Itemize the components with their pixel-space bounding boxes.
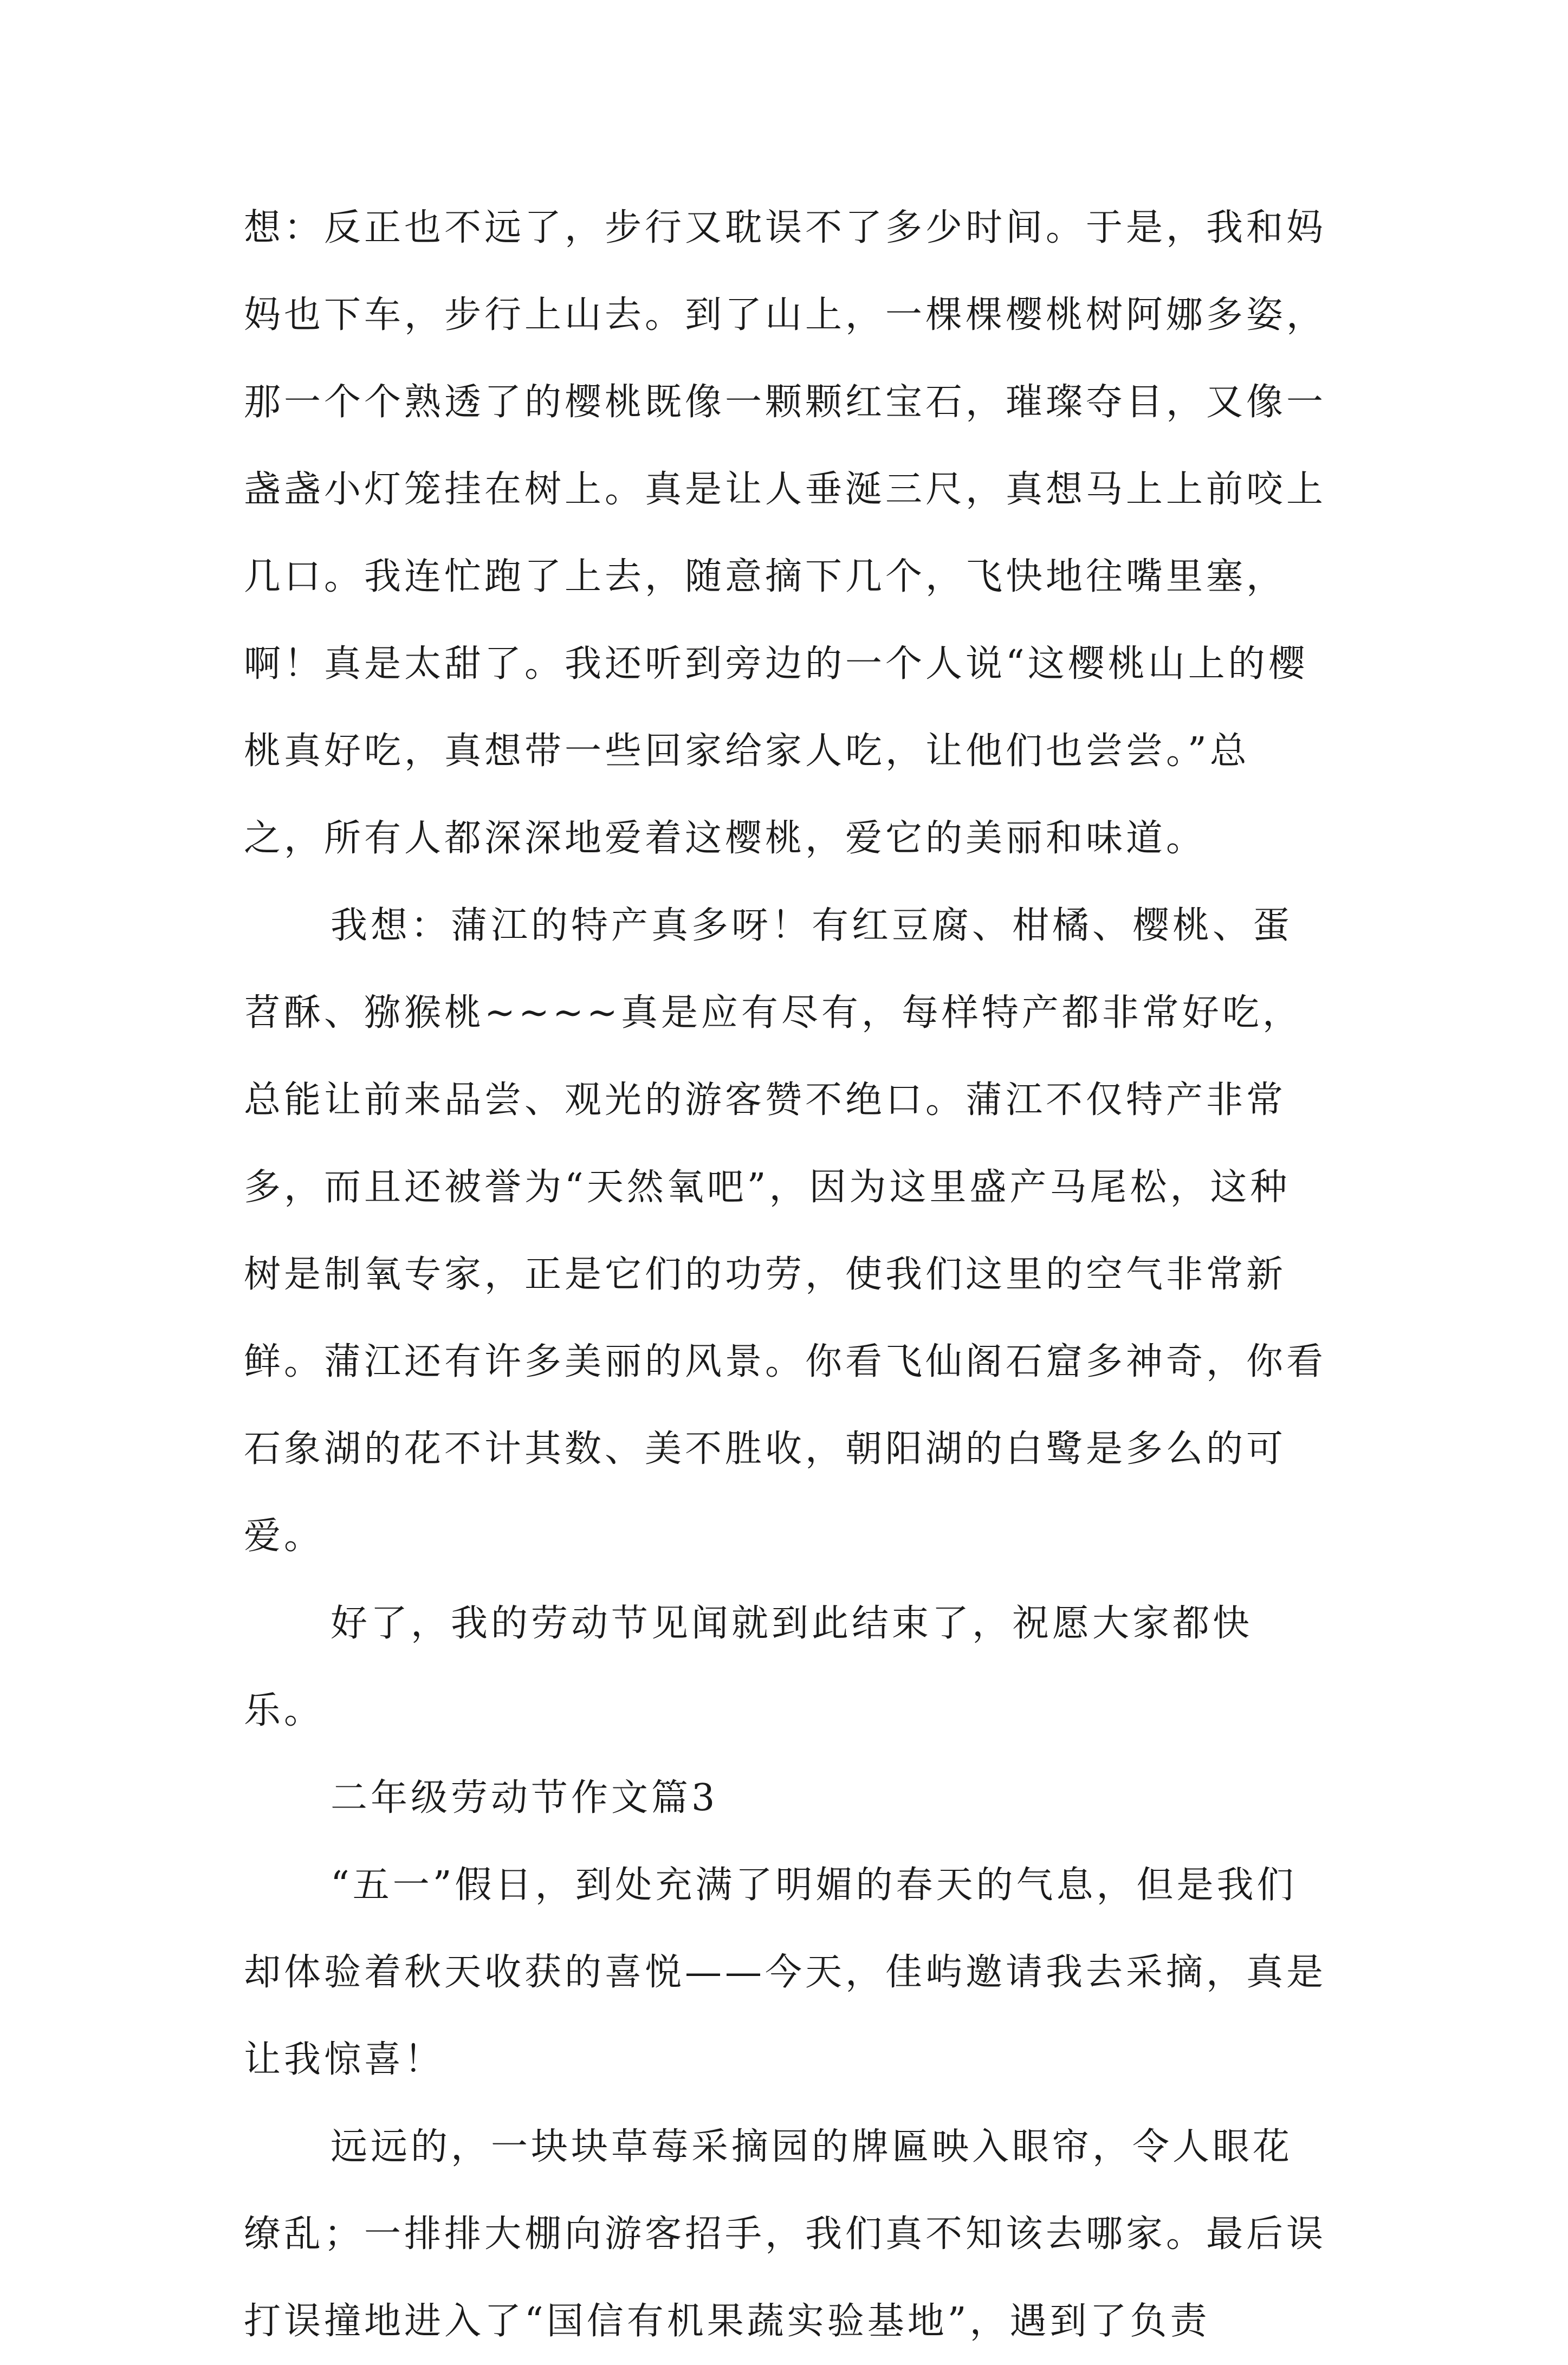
document-body [244,184,1327,2365]
paragraph-pujiang-specialties: 我想：蒲江的特产真多呀！有红豆腐、柑橘、樱桃、蛋苕酥、猕猴桃~~~~真是应有尽有，每样特产都非常好吃，总能让前来品尝、观光的游客赞不绝口。蒲江不仅特产非常多，而且还被誉为“天然氧吧”，因为这里盛产马尾松，这种树是制氧专家，正是它们的功劳，使我们这里的空气非常新鲜。蒲江还有许多美丽的风景。你看飞仙阁石窟多神奇，你看石象湖的花不计其数、美不胜收，朝阳湖的白鹭是多么的可爱。 [244,904,1327,1558]
essay-section-title: 二年级劳动节作文篇3 [331,1777,718,1819]
paragraph-strawberry-garden: 远远的，一块块草莓采摘园的牌匾映入眼帘，令人眼花缭乱；一排排大棚向游客招手，我们真不知该去哪家。最后误打误撞地进入了“国信有机果蔬实验基地”，遇到了负责 [244,2126,1327,2343]
paragraph-closing: 好了，我的劳动节见闻就到此结束了，祝愿大家都快乐。 [244,1602,1253,1732]
paragraph-may-day: “五一”假日，到处充满了明媚的春天的气息，但是我们却体验着秋天收获的喜悦——今天，佳屿邀请我去采摘，真是让我惊喜！ [244,1864,1327,2081]
paragraph-cherry-mountain: 想：反正也不远了，步行又耽误不了多少时间。于是，我和妈妈也下车，步行上山去。到了山上，一棵棵樱桃树阿娜多姿，那一个个熟透了的樱桃既像一颗颗红宝石，璀璨夺目，又像一盏盏小灯笼挂在树上。真是让人垂涎三尺，真想马上上前咬上几口。我连忙跑了上去，随意摘下几个，飞快地往嘴里塞，啊！真是太甜了。我还听到旁边的一个人说“这樱桃山上的樱桃真好吃，真想带一些回家给家人吃，让他们也尝尝。”总之，所有人都深深地爱着这樱桃，爱它的美丽和味道。 [244,206,1327,860]
